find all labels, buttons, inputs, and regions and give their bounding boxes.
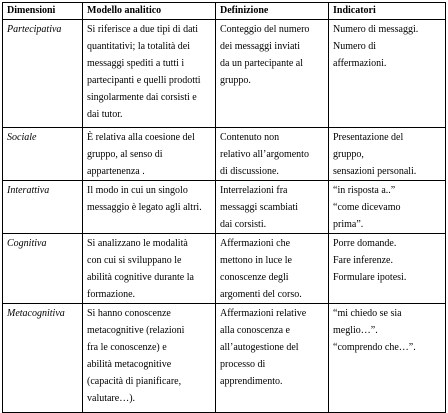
definition-line: gruppo.: [220, 75, 251, 86]
indicators-line: Presentazione del: [333, 132, 404, 143]
model-line: È relativa alla coesione del: [87, 132, 195, 143]
model-line: formazione.: [87, 289, 136, 300]
table-row: [3, 181, 446, 234]
model-line: Si hanno conoscenze: [87, 308, 171, 319]
indicators-line: Numero di messaggi.: [333, 24, 419, 35]
model-line: metacognitive (relazioni: [87, 325, 185, 336]
model-line: messaggio è legato agli altri.: [87, 202, 202, 213]
definition-line: processo di: [220, 359, 266, 370]
header-modello-analitico: Modello analitico: [83, 3, 216, 20]
indicators-line: Porre domande.: [333, 238, 397, 249]
model-line: gruppo, al senso di: [87, 149, 163, 160]
definition-line: Affermazioni relative: [220, 308, 307, 319]
indicators-cell: [329, 20, 446, 128]
model-line: quantitativi; la totalità dei: [87, 41, 191, 52]
model-cell: [83, 234, 216, 304]
indicators-cell: [329, 128, 446, 181]
definition-line: argomenti del corso.: [220, 289, 302, 300]
indicators-line: gruppo,: [333, 149, 364, 160]
definition-cell: [216, 234, 329, 304]
model-line: (capacità di pianificare,: [87, 376, 182, 387]
model-line: Il modo in cui un singolo: [87, 185, 188, 196]
header-indicatori: Indicatori: [329, 3, 446, 20]
model-cell: [83, 181, 216, 234]
indicators-line: “mi chiedo se sia: [333, 308, 402, 319]
indicators-cell: [329, 181, 446, 234]
indicators-line: Numero di: [333, 41, 377, 52]
definition-line: dai corsisti.: [220, 219, 267, 230]
table-row: [3, 234, 446, 304]
table-body: [3, 20, 446, 413]
definition-line: all’autogestione del: [220, 342, 299, 353]
definition-line: alla conoscenza e: [220, 325, 290, 336]
model-line: Si analizzano le modalità: [87, 238, 188, 249]
dimension-cell: Interattiva: [3, 181, 83, 234]
model-line: partecipanti e quelli prodotti: [87, 75, 201, 86]
indicators-line: “come dicevamo: [333, 202, 401, 213]
indicators-cell: [329, 304, 446, 413]
definition-line: Conteggio del numero: [220, 24, 310, 35]
indicators-line: “in risposta a..”: [333, 185, 396, 196]
definition-line: apprendimento.: [220, 376, 283, 387]
model-cell: [83, 20, 216, 128]
definition-line: mettono in luce le: [220, 255, 292, 266]
definition-line: da un partecipante al: [220, 58, 304, 69]
model-cell: [83, 128, 216, 181]
model-line: abilità metacognitive: [87, 359, 172, 370]
definition-line: Contenuto non: [220, 132, 280, 143]
definition-cell: [216, 304, 329, 413]
definition-line: di discussione.: [220, 166, 279, 177]
indicators-line: Fare inferenze.: [333, 255, 393, 266]
header-dimensioni: Dimensioni: [3, 3, 83, 20]
definition-cell: [216, 20, 329, 128]
analysis-dimensions-table: [2, 2, 446, 413]
table-row: [3, 304, 446, 413]
indicators-cell: [329, 234, 446, 304]
definition-line: relativo all’argomento: [220, 149, 309, 160]
definition-line: messaggi scambiati: [220, 202, 299, 213]
indicators-line: sensazioni personali.: [333, 166, 417, 177]
model-line: dai tutor.: [87, 109, 123, 120]
definition-cell: [216, 128, 329, 181]
model-line: fra le conoscenze) e: [87, 342, 167, 353]
model-line: appartenenza .: [87, 166, 145, 177]
model-cell: [83, 304, 216, 413]
indicators-line: “comprendo che…”.: [333, 342, 416, 353]
definition-line: Affermazioni che: [220, 238, 291, 249]
dimension-cell: Metacognitiva: [3, 304, 83, 413]
model-line: messaggi spediti a tutti i: [87, 58, 185, 69]
indicators-line: Formulare ipotesi.: [333, 272, 407, 283]
indicators-line: affermazioni.: [333, 58, 387, 69]
dimension-cell: Partecipativa: [3, 20, 83, 128]
header-row: [3, 3, 446, 20]
dimension-cell: Sociale: [3, 128, 83, 181]
table-row: [3, 128, 446, 181]
definition-cell: [216, 181, 329, 234]
definition-line: dei messaggi inviati: [220, 41, 300, 52]
table-row: [3, 20, 446, 128]
model-line: con cui si sviluppano le: [87, 255, 182, 266]
indicators-line: meglio…”.: [333, 325, 378, 336]
definition-line: Interrelazioni fra: [220, 185, 288, 196]
definition-line: conoscenze degli: [220, 272, 289, 283]
model-line: valutare…).: [87, 393, 136, 404]
header-definizione: Definizione: [216, 3, 329, 20]
model-line: abilità cognitive durante la: [87, 272, 194, 283]
dimension-cell: Cognitiva: [3, 234, 83, 304]
model-line: Si riferisce a due tipi di dati: [87, 24, 199, 35]
indicators-line: prima”.: [333, 219, 364, 230]
model-line: singolarmente dai corsisti e: [87, 92, 197, 103]
